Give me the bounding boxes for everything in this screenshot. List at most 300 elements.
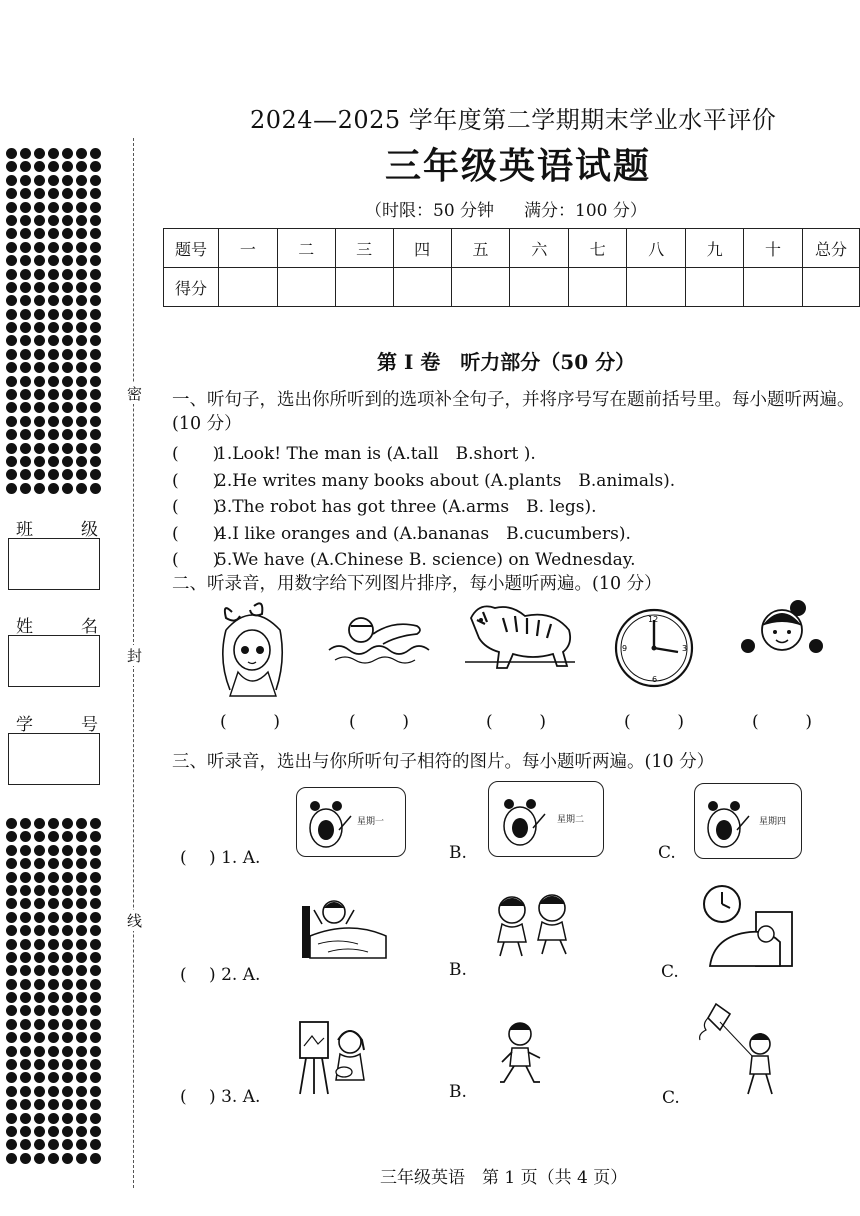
dot	[90, 939, 101, 950]
dot	[62, 1126, 73, 1137]
dot	[48, 282, 59, 293]
dot	[76, 1072, 87, 1083]
dot	[20, 1072, 31, 1083]
dot	[76, 362, 87, 373]
dot	[90, 349, 101, 360]
table-cell: 九	[686, 229, 744, 268]
dot	[6, 282, 17, 293]
dot	[90, 1072, 101, 1083]
dot	[34, 161, 45, 172]
answer-bracket[interactable]: ( )	[624, 712, 684, 732]
table-cell: 一	[218, 229, 277, 268]
dot	[6, 1139, 17, 1150]
dot	[20, 1005, 31, 1016]
dot	[62, 979, 73, 990]
svg-text:12: 12	[648, 615, 659, 624]
dot	[76, 389, 87, 400]
dot	[48, 1059, 59, 1070]
dot	[76, 818, 87, 829]
dot	[6, 1019, 17, 1030]
dot	[90, 1005, 101, 1016]
dot	[48, 912, 59, 923]
dot	[6, 443, 17, 454]
weekday-card-b	[488, 781, 604, 857]
dot	[76, 483, 87, 494]
dot	[90, 1086, 101, 1097]
dot	[90, 1046, 101, 1057]
dot	[62, 952, 73, 963]
table-cell: 十	[744, 229, 803, 268]
table-cell: 得分	[164, 268, 219, 307]
dot	[34, 939, 45, 950]
dot	[76, 282, 87, 293]
dot	[6, 818, 17, 829]
dot	[62, 402, 73, 413]
dot	[62, 1072, 73, 1083]
dot	[48, 831, 59, 842]
score-cell[interactable]	[451, 268, 510, 307]
dot	[34, 1153, 45, 1164]
table-cell: 总分	[802, 229, 859, 268]
dot	[48, 255, 59, 266]
dot	[62, 175, 73, 186]
dot	[6, 1032, 17, 1043]
dot	[6, 215, 17, 226]
dot	[76, 831, 87, 842]
clock-picture	[612, 606, 696, 690]
dot	[76, 992, 87, 1003]
dot	[48, 188, 59, 199]
dot	[6, 1099, 17, 1110]
dot	[20, 858, 31, 869]
dot	[20, 939, 31, 950]
part1-item: ( )2.He writes many books about (A.plants B.animals).	[172, 471, 676, 491]
dot	[20, 429, 31, 440]
dot	[34, 362, 45, 373]
dot	[76, 885, 87, 896]
dot	[48, 469, 59, 480]
two-children-running-picture	[488, 890, 580, 960]
dot	[48, 979, 59, 990]
dot	[34, 898, 45, 909]
name-field[interactable]	[8, 635, 100, 687]
dot	[76, 255, 87, 266]
dot	[20, 242, 31, 253]
dot	[48, 309, 59, 320]
dot	[90, 912, 101, 923]
dot	[90, 818, 101, 829]
dot	[62, 939, 73, 950]
dot	[62, 349, 73, 360]
dot	[6, 872, 17, 883]
dot	[62, 188, 73, 199]
dot	[76, 979, 87, 990]
dot	[6, 1046, 17, 1057]
dot	[62, 161, 73, 172]
dot	[34, 965, 45, 976]
dot	[62, 148, 73, 159]
weekday-label: 星期二	[557, 815, 585, 825]
dot	[62, 376, 73, 387]
dot	[20, 1032, 31, 1043]
name-label: 姓 名	[16, 617, 98, 637]
dot	[6, 295, 17, 306]
dot	[6, 1113, 17, 1124]
dot	[6, 885, 17, 896]
answer-bracket[interactable]: ( )	[486, 712, 546, 732]
dot	[34, 1059, 45, 1070]
dot	[90, 269, 101, 280]
dot	[34, 483, 45, 494]
dot	[76, 898, 87, 909]
dot	[48, 295, 59, 306]
dot	[20, 416, 31, 427]
dot	[34, 255, 45, 266]
dot	[6, 1059, 17, 1070]
dot	[90, 885, 101, 896]
table-cell: 四	[393, 229, 451, 268]
student-number-label: 学 号	[16, 715, 98, 735]
dot	[20, 148, 31, 159]
dot	[90, 175, 101, 186]
dot	[34, 1032, 45, 1043]
dot	[34, 188, 45, 199]
dot	[90, 416, 101, 427]
score-cell[interactable]	[277, 268, 335, 307]
score-cell[interactable]	[802, 268, 859, 307]
option-b-label: B.	[449, 843, 467, 863]
dot	[48, 389, 59, 400]
dot	[62, 1113, 73, 1124]
dot	[48, 1126, 59, 1137]
dot	[34, 1005, 45, 1016]
table-cell: 五	[451, 229, 510, 268]
dot	[34, 429, 45, 440]
dot	[90, 1059, 101, 1070]
dot	[34, 269, 45, 280]
dot	[62, 1086, 73, 1097]
dot	[20, 309, 31, 320]
dot	[76, 148, 87, 159]
dot	[62, 202, 73, 213]
part3-heading: 三、听录音，选出与你所听句子相符的图片。每小题听两遍。(10 分）	[172, 752, 715, 772]
dot	[6, 269, 17, 280]
dot	[90, 872, 101, 883]
dot	[76, 309, 87, 320]
dot	[62, 242, 73, 253]
dot	[20, 469, 31, 480]
dot	[62, 898, 73, 909]
dot	[20, 1059, 31, 1070]
dot	[20, 202, 31, 213]
dot	[20, 965, 31, 976]
dot	[62, 335, 73, 346]
dot	[62, 362, 73, 373]
dot	[90, 845, 101, 856]
girl-with-bow-picture	[212, 600, 294, 700]
dot	[34, 469, 45, 480]
dot	[20, 269, 31, 280]
dot	[34, 148, 45, 159]
dot	[62, 818, 73, 829]
tiger-picture	[463, 598, 578, 668]
exam-title-line2: 三年级英语试题	[385, 145, 652, 187]
dot	[62, 1046, 73, 1057]
dot	[48, 269, 59, 280]
dot	[20, 282, 31, 293]
dot	[6, 858, 17, 869]
dot	[6, 242, 17, 253]
score-cell[interactable]	[744, 268, 803, 307]
dot	[76, 1113, 87, 1124]
part1-item: ( )5.We have (A.Chinese B. science) on Wednesday.	[172, 550, 636, 570]
dot	[34, 885, 45, 896]
answer-bracket[interactable]: ( )	[220, 712, 280, 732]
dot	[34, 242, 45, 253]
dot	[6, 469, 17, 480]
svg-text:9: 9	[622, 644, 628, 653]
dot	[62, 1139, 73, 1150]
dot	[20, 1086, 31, 1097]
dot	[62, 1153, 73, 1164]
table-cell: 题号	[164, 229, 219, 268]
dot	[20, 925, 31, 936]
dot	[48, 1046, 59, 1057]
dot	[20, 402, 31, 413]
part1-item: ( )4.I like oranges and (A.bananas B.cucumbers).	[172, 524, 631, 544]
answer-bracket[interactable]: ( )	[349, 712, 409, 732]
score-table-header-row	[164, 229, 860, 268]
dot	[20, 885, 31, 896]
dot	[76, 1153, 87, 1164]
dot	[48, 242, 59, 253]
answer-bracket[interactable]: ( )	[752, 712, 812, 732]
dot	[62, 831, 73, 842]
dot	[20, 1153, 31, 1164]
seal-char-feng: 封	[127, 647, 143, 665]
dot	[34, 1086, 45, 1097]
dot	[6, 456, 17, 467]
dot	[90, 1019, 101, 1030]
dot	[6, 992, 17, 1003]
score-cell[interactable]	[393, 268, 451, 307]
dot-pattern-top	[6, 148, 104, 496]
dot	[90, 898, 101, 909]
dot	[20, 992, 31, 1003]
score-cell[interactable]	[510, 268, 569, 307]
dot	[6, 1153, 17, 1164]
dot	[90, 215, 101, 226]
score-cell[interactable]	[218, 268, 277, 307]
dot	[76, 1005, 87, 1016]
dot	[20, 295, 31, 306]
bear-teacher-icon	[307, 798, 347, 848]
child-flying-kite-picture	[694, 1000, 780, 1102]
dot	[34, 416, 45, 427]
dot	[34, 845, 45, 856]
dot	[90, 402, 101, 413]
dot	[90, 362, 101, 373]
dot	[34, 282, 45, 293]
dot	[90, 925, 101, 936]
dot	[48, 215, 59, 226]
dot	[20, 483, 31, 494]
dot	[20, 255, 31, 266]
dot	[20, 362, 31, 373]
dot	[48, 858, 59, 869]
dot	[6, 322, 17, 333]
dot	[6, 148, 17, 159]
table-cell: 七	[569, 229, 627, 268]
dot	[90, 322, 101, 333]
dot	[90, 1099, 101, 1110]
dot	[48, 483, 59, 494]
dot	[20, 898, 31, 909]
dot	[6, 402, 17, 413]
score-cell[interactable]	[569, 268, 627, 307]
part1-heading: 一、听句子，选出你所听到的选项补全句子，并将序号写在题前括号里。每小题听两遍。(10 分）	[172, 390, 855, 434]
dot	[90, 965, 101, 976]
dot	[6, 255, 17, 266]
dot	[6, 429, 17, 440]
dot	[62, 845, 73, 856]
dot	[34, 389, 45, 400]
dot	[62, 309, 73, 320]
dot	[90, 1153, 101, 1164]
dot	[20, 188, 31, 199]
dot	[62, 215, 73, 226]
dot	[90, 335, 101, 346]
class-field[interactable]	[8, 538, 100, 590]
dot	[20, 322, 31, 333]
dot	[62, 885, 73, 896]
dot	[76, 349, 87, 360]
dot	[62, 483, 73, 494]
dot	[90, 1113, 101, 1124]
dot	[48, 992, 59, 1003]
dot	[90, 429, 101, 440]
dot	[90, 1139, 101, 1150]
dot	[48, 1019, 59, 1030]
dot	[76, 925, 87, 936]
dot	[90, 309, 101, 320]
score-table	[163, 228, 860, 307]
dot	[76, 1019, 87, 1030]
dot	[62, 992, 73, 1003]
dot	[62, 456, 73, 467]
dot	[48, 456, 59, 467]
girl-face-picture	[738, 598, 823, 664]
dot	[76, 228, 87, 239]
dot	[6, 416, 17, 427]
part1-item: ( )1.Look! The man is (A.tall B.short ).	[172, 444, 536, 464]
dot	[20, 443, 31, 454]
dot	[34, 872, 45, 883]
dot	[6, 335, 17, 346]
dot	[6, 175, 17, 186]
option-b-label: B.	[449, 1082, 467, 1102]
dot	[76, 965, 87, 976]
dot	[76, 443, 87, 454]
dot	[6, 939, 17, 950]
child-painting-picture	[296, 1016, 368, 1098]
dot	[62, 228, 73, 239]
dot	[20, 952, 31, 963]
part3-q1-label: ( ) 1. A.	[180, 848, 261, 868]
dot	[34, 912, 45, 923]
dot	[90, 952, 101, 963]
bear-teacher-icon	[705, 798, 745, 848]
dot	[48, 416, 59, 427]
dot	[62, 1019, 73, 1030]
dot	[90, 979, 101, 990]
dot	[48, 1099, 59, 1110]
dot	[76, 175, 87, 186]
dot	[90, 389, 101, 400]
student-number-field[interactable]	[8, 733, 100, 785]
dot	[34, 1099, 45, 1110]
svg-text:6: 6	[652, 675, 658, 684]
dot	[20, 1046, 31, 1057]
dot	[34, 818, 45, 829]
part2-heading: 二、听录音，用数字给下列图片排序，每小题听两遍。(10 分）	[172, 574, 662, 594]
dot	[20, 389, 31, 400]
dot	[6, 349, 17, 360]
score-cell[interactable]	[335, 268, 393, 307]
dot	[76, 858, 87, 869]
dot	[76, 1126, 87, 1137]
dot	[76, 295, 87, 306]
dot	[20, 215, 31, 226]
dot	[34, 202, 45, 213]
dot	[90, 456, 101, 467]
dot	[76, 402, 87, 413]
dot	[6, 228, 17, 239]
dot	[6, 483, 17, 494]
dot	[20, 845, 31, 856]
dot	[48, 322, 59, 333]
dot	[6, 389, 17, 400]
dot	[20, 228, 31, 239]
dot	[48, 1086, 59, 1097]
dot	[62, 389, 73, 400]
dot	[76, 1139, 87, 1150]
dot	[90, 228, 101, 239]
child-sleeping-picture	[702, 882, 798, 970]
table-cell: 三	[335, 229, 393, 268]
dot	[76, 215, 87, 226]
dot	[90, 992, 101, 1003]
dot	[48, 335, 59, 346]
dot	[6, 161, 17, 172]
bear-teacher-icon	[501, 796, 541, 846]
dot	[62, 925, 73, 936]
dot	[62, 912, 73, 923]
dot	[34, 1072, 45, 1083]
dot	[48, 818, 59, 829]
score-table-score-row	[164, 268, 860, 307]
dot	[6, 376, 17, 387]
score-cell[interactable]	[627, 268, 686, 307]
dot	[90, 161, 101, 172]
weekday-card-c	[694, 783, 802, 859]
dot	[48, 362, 59, 373]
dot	[62, 416, 73, 427]
score-cell[interactable]	[686, 268, 744, 307]
dot	[20, 912, 31, 923]
dot	[76, 872, 87, 883]
dot	[76, 202, 87, 213]
